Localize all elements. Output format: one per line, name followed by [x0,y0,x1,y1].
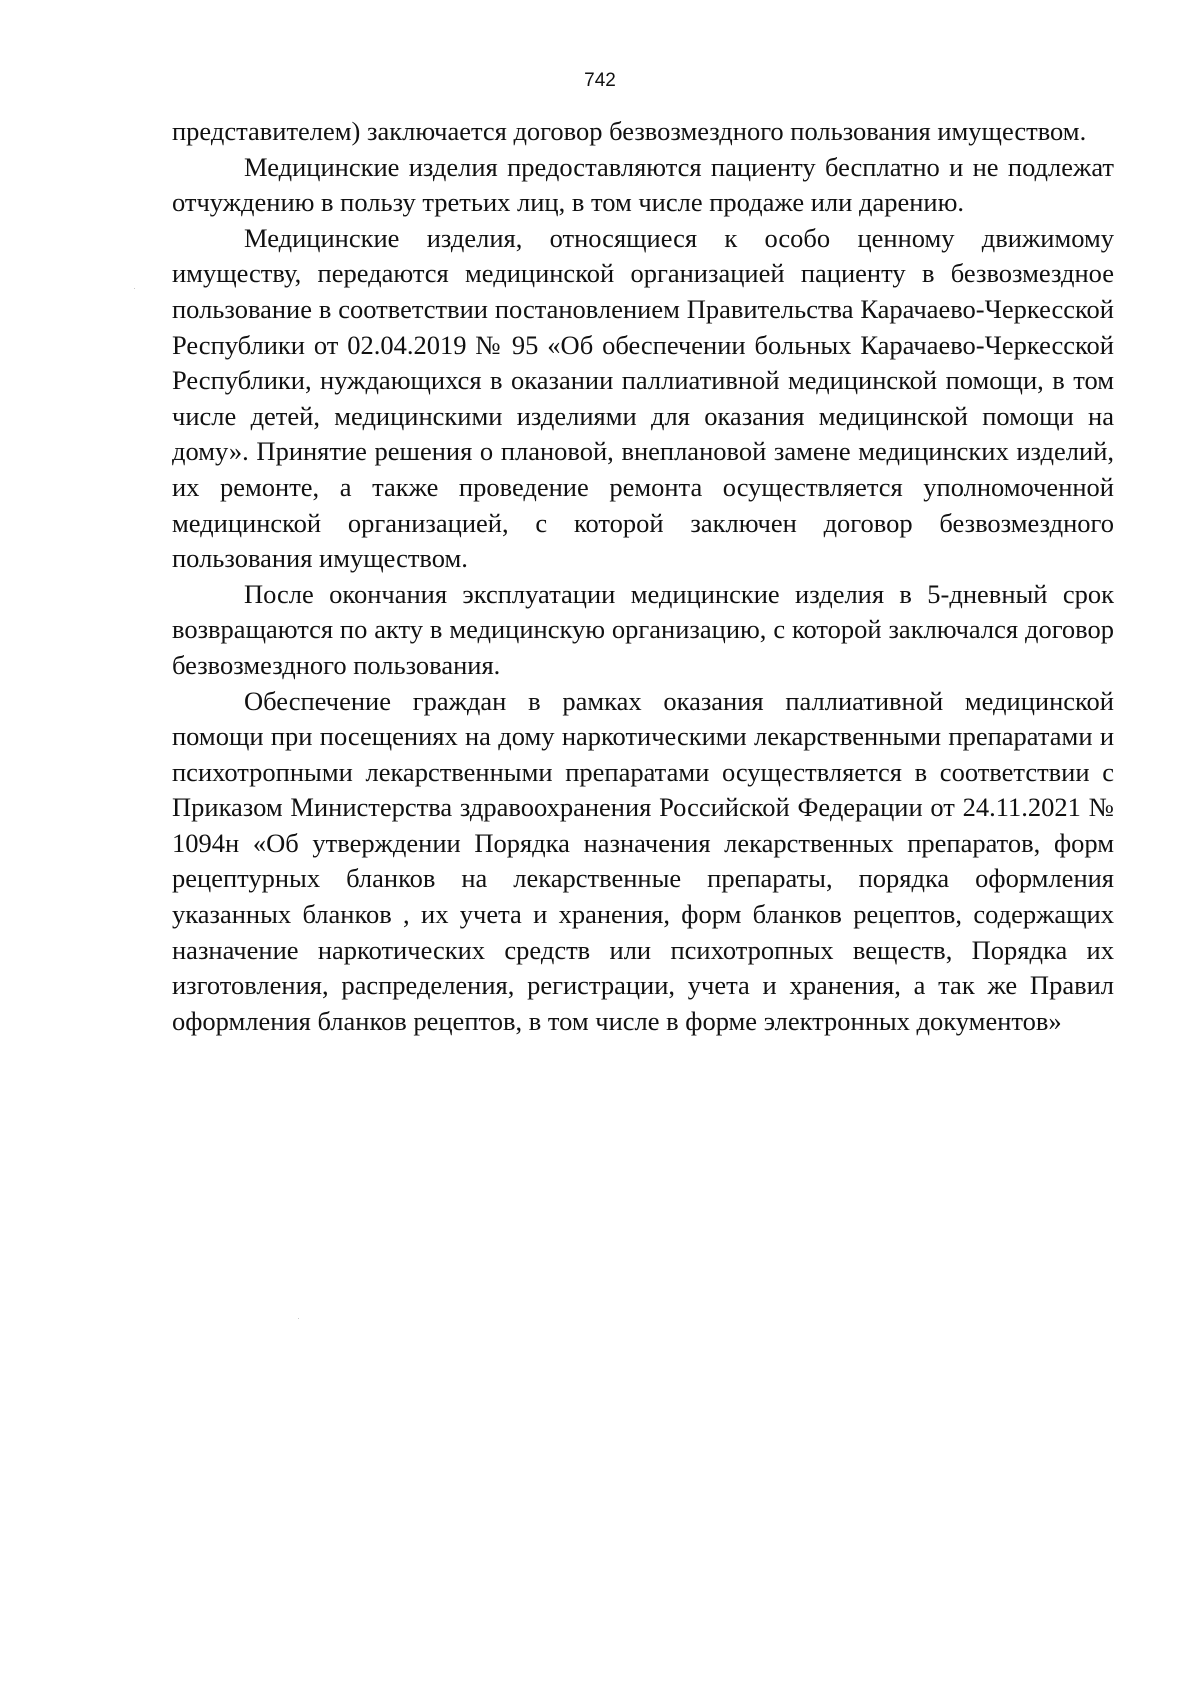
paragraph-4: После окончания эксплуатации медицинские изделия в 5-дневный срок возвращаются по акту в медицинскую организацию, с которой заключался договор безвозмездного пользования. [172,578,1114,680]
paragraph-1: представителем) заключается договор безвозмездного пользования имуществом. [172,116,1087,146]
page-number: 742 [584,70,616,91]
paragraph-5: Обеспечение граждан в рамках оказания паллиативной медицинской помощи при посещениях на дому наркотическими лекарственными препаратами и психотропными лекарственными препаратами осуществляется в соответствии с Приказом Министерства здравоохранения Российской Федерации от 24.11.2021 № 1094н «Об утверждении Порядка назначения лекарственных препаратов, форм рецептурных бланков на лекарственные препараты, порядка оформления указанных бланков , их учета и хранения, форм бланков рецептов, содержащих назначение наркотических средств или психотропных веществ, Порядка их изготовления, распределения, регистрации, учета и хранения, а так же Правил оформления бланков рецептов, в том числе в форме электронных документов» [172,685,1114,1036]
scan-speck [298,1318,299,1319]
document-body [172,114,1114,1039]
scan-speck [134,288,135,289]
paragraph-3: Медицинские изделия, относящиеся к особо ценному движимому имуществу, передаются медицинской организацией пациенту в безвозмездное пользование в соответствии постановлением Правительства Карачаево-Черкесской Республики от 02.04.2019 № 95 «Об обеспечении больных Карачаево-Черкесской Республики, нуждающихся в оказании паллиативной медицинской помощи, в том числе детей, медицинскими изделиями для оказания медицинской помощи на дому». Принятие решения о плановой, внеплановой замене медицинских изделий, их ремонте, а также проведение ремонта осуществляется уполномоченной медицинской организацией, с которой заключен договор безвозмездного пользования имуществом. [172,222,1114,574]
paragraph-2: Медицинские изделия предоставляются пациенту бесплатно и не подлежат отчуждению в пользу третьих лиц, в том числе продаже или дарению. [172,151,1114,218]
